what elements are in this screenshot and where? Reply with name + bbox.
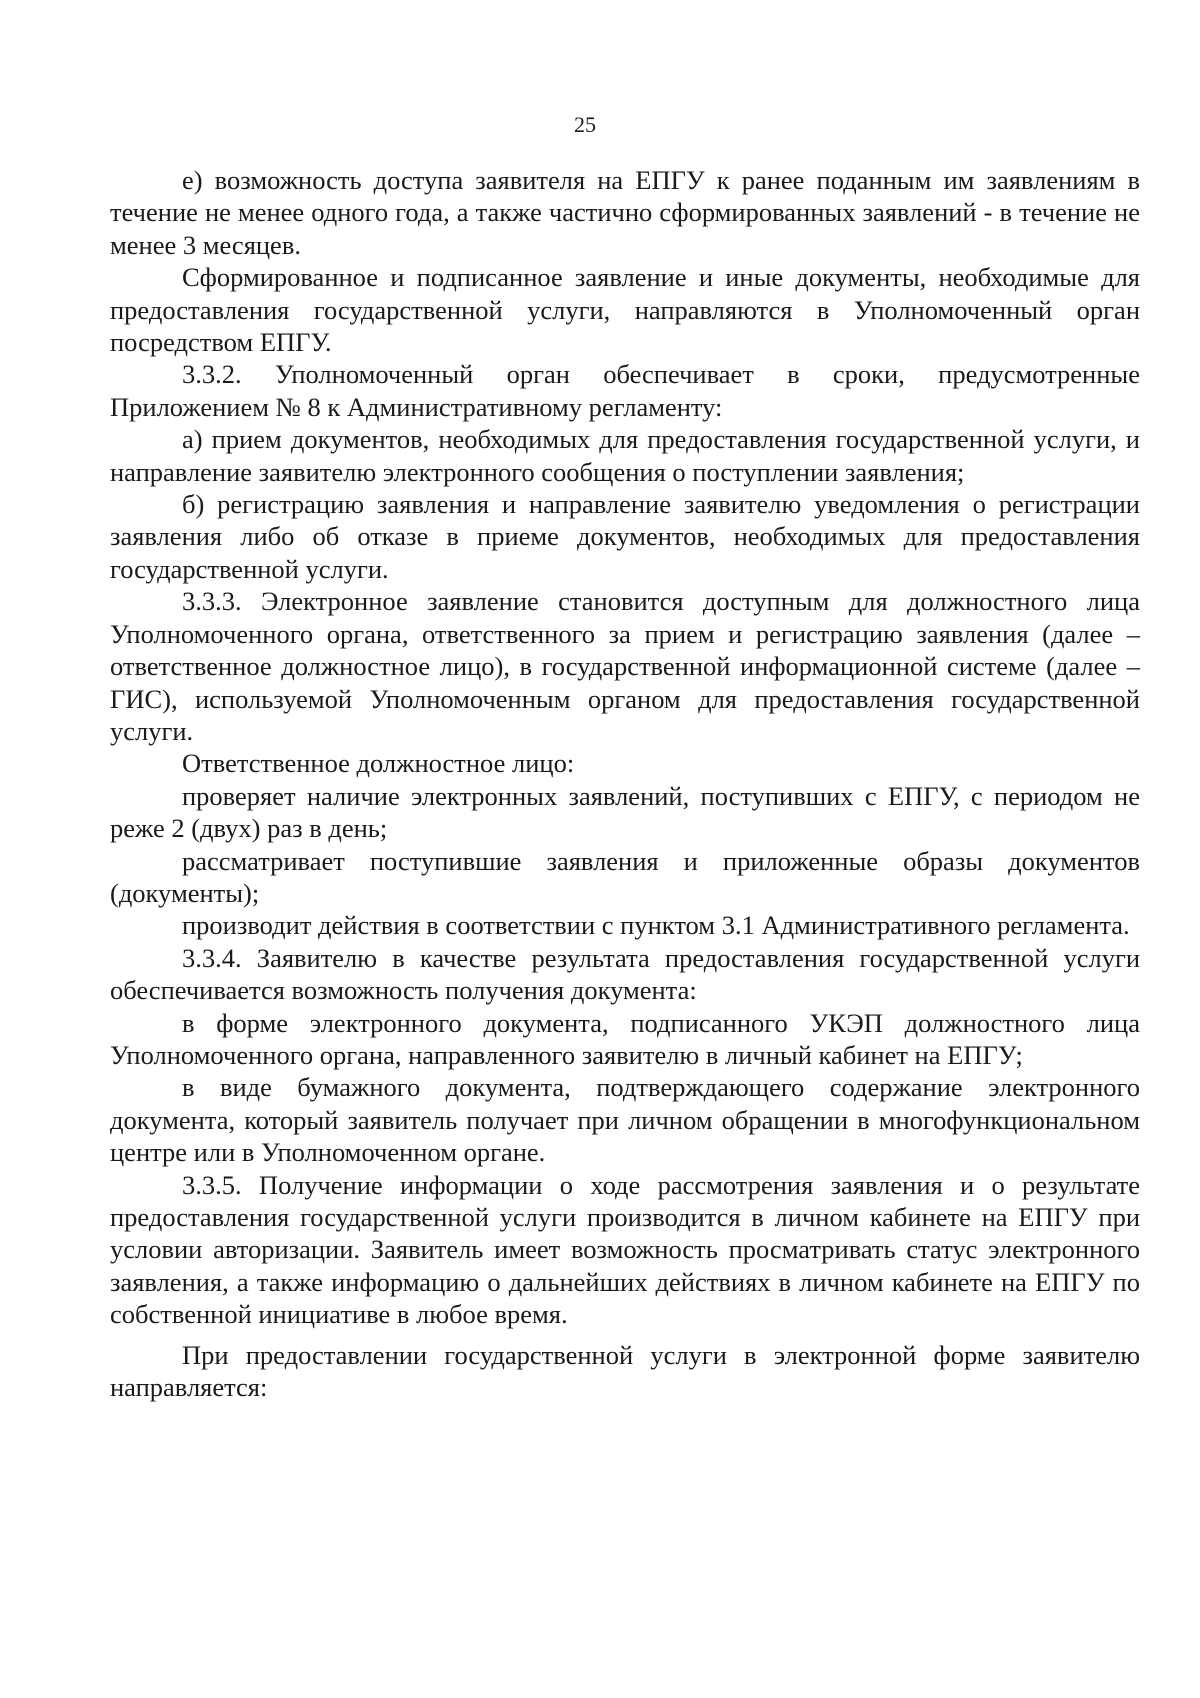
paragraph-3-3-5: 3.3.5. Получение информации о ходе рассмотрения заявления и о результате предоставления государственной услуги производится в личном кабинете на ЕПГУ при условии авторизации. Заявитель имеет возможность просматривать статус электронного заявления, а также информацию о дальнейших действиях в личном кабинете на ЕПГУ по собственной инициативе в любое время. xyxy=(110,1169,1140,1330)
page-number: 25 xyxy=(574,112,596,137)
paragraph-3-3-3: 3.3.3. Электронное заявление становится доступным для должностного лица Уполномоченного органа, ответственного за прием и регистрацию заявления (далее – ответственное должностное лицо), в государственной информационной системе (далее – ГИС), используемой Уполномоченным органом для предоставления государственной услуги. xyxy=(110,586,1140,746)
paragraph-formed-application: Сформированное и подписанное заявление и иные документы, необходимые для предоставления государственной услуги, направляются в Уполномоченный орган посредством ЕПГУ. xyxy=(110,262,1140,358)
document-body xyxy=(110,164,1140,1403)
paragraph-b-registration: б) регистрацию заявления и направление заявителю уведомления о регистрации заявления либо об отказе в приеме документов, необходимых для предоставления государственной услуги. xyxy=(110,489,1140,584)
paragraph-checks-applications: проверяет наличие электронных заявлений, поступивших с ЕПГУ, с периодом не реже 2 (двух) раз в день; xyxy=(110,780,1140,844)
paragraph-performs-actions: производит действия в соответствии с пунктом 3.1 Административного регламента. xyxy=(182,910,1130,941)
paragraph-3-3-2: 3.3.2. Уполномоченный орган обеспечивает в сроки, предусмотренные Приложением № 8 к Административному регламенту: xyxy=(110,359,1140,422)
paragraph-3-3-4: 3.3.4. Заявителю в качестве результата предоставления государственной услуги обеспечивается возможность получения документа: xyxy=(110,942,1140,1006)
paragraph-paper-document: в виде бумажного документа, подтверждающего содержание электронного документа, который заявитель получает при личном обращении в многофункциональном центре или в Уполномоченном органе. xyxy=(110,1072,1140,1168)
paragraph-e-access: е) возможность доступа заявителя на ЕПГУ к ранее поданным им заявлениям в течение не менее одного года, а также частично сформированных заявлений - в течение не менее 3 месяцев. xyxy=(110,165,1140,260)
paragraph-electronic-document: в форме электронного документа, подписанного УКЭП должностного лица Уполномоченного органа, направленного заявителю в личный кабинет на ЕПГУ; xyxy=(110,1007,1140,1070)
paragraph-a-reception: а) прием документов, необходимых для предоставления государственной услуги, и направление заявителю электронного сообщения о поступлении заявления; xyxy=(110,424,1140,487)
paragraph-electronic-form-sent: При предоставлении государственной услуги в электронной форме заявителю направляется: xyxy=(110,1339,1140,1403)
paragraph-responsible-official: Ответственное должностное лицо: xyxy=(182,748,575,779)
paragraph-reviews-applications: рассматривает поступившие заявления и приложенные образы документов (документы); xyxy=(110,845,1140,908)
